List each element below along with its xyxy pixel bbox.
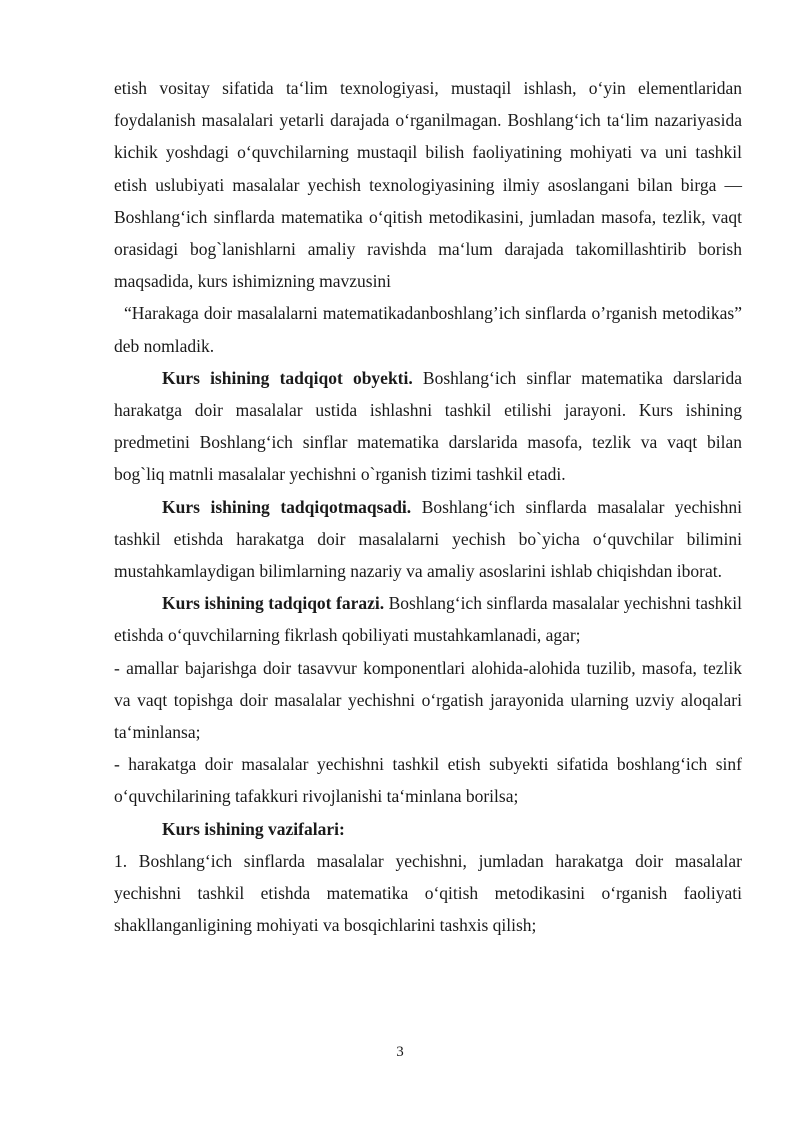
- paragraph-research-goal: [114, 491, 742, 588]
- paragraph-condition-1: - amallar bajarishga doir tasavvur komponentlari alohida-alohida tuzilib, masofa, tezlik va vaqt topishga doir masalalar yechishni o‘rgatish jarayonida ularning uzviy aloqalari ta‘minlansa;: [114, 657, 742, 743]
- document-page: [114, 72, 742, 941]
- research-goal-text: Boshlang‘ich sinflarda masalalar yechishni tashkil etishda harakatga doir masalalarni yechish bo`yicha o‘quvchilar bilimini mustahkamlaydigan bilimlarning nazariy va amaliy asoslarini ishlab chiqishdan iborat.: [114, 496, 743, 582]
- research-object-heading: Kurs ishining tadqiqot obyekti.: [162, 367, 413, 388]
- hypothesis-text: Boshlang‘ich sinflarda masalalar yechishni tashkil etishda o‘quvchilarning fikrlash qobiliyati mustahkamlanadi, agar;: [114, 593, 742, 646]
- hypothesis-heading: Kurs ishining tadqiqot farazi.: [162, 593, 385, 614]
- paragraph-task-1: 1. Boshlang‘ich sinflarda masalalar yechishni, jumladan harakatga doir masalalar yechishni tashkil etishda matematika o‘qitish metodikasini o‘rganish faoliyati shakllanganligining mohiyati va bosqichlarini tashxis qilish;: [114, 850, 742, 936]
- research-object-text: Boshlang‘ich sinflar matematika darslarida harakatga doir masalalar ustida ishlashni tashkil etilishi jarayoni. Kurs ishining predmetini Boshlang‘ich sinflar matematika darslarida masofa, tezlik va vaqt bilan bog`liq matnli masalalar yechishni o`rganish tizimi tashkil etadi.: [114, 367, 743, 485]
- paragraph-course-title: “Harakaga doir masalalarni matematikadanboshlang’ich sinflarda o’rganish metodikas” deb nomladik.: [114, 303, 742, 356]
- paragraph-hypothesis: [114, 587, 742, 651]
- paragraph-tasks-heading: [114, 813, 742, 845]
- paragraph-condition-2: - harakatga doir masalalar yechishni tashkil etish subyekti sifatida boshlang‘ich sinf o‘quvchilarining tafakkuri rivojlanishi ta‘minlana borilsa;: [114, 754, 742, 807]
- research-goal-heading: Kurs ishining tadqiqotmaqsadi.: [162, 496, 412, 517]
- paragraph-research-object: [114, 362, 742, 491]
- paragraph-intro: etish vositaу sifatida ta‘lim texnologiyasi, mustaqil ishlash, o‘yin elementlaridan foydalanish masalalari yetarli darajada o‘rganilmagan. Boshlang‘ich ta‘lim nazariyasida kichik yoshdagi o‘quvchilarning mustaqil bilish faoliyatining mohiyati va uni tashkil etish uslubiyati masalalar yechish texnologiyasining ilmiy asoslangani bilan birga —Boshlang‘ich sinflarda matematika o‘qitish metodikasini, jumladan masofa, tezlik, vaqt orasidagi bog`lanishlarni amaliy ravishda ma‘lum darajada takomillashtirib borish maqsadida, kurs ishimizning mavzusini: [114, 78, 742, 292]
- tasks-heading: Kurs ishining vazifalari:: [162, 818, 345, 839]
- page-number: 3: [396, 1044, 404, 1060]
